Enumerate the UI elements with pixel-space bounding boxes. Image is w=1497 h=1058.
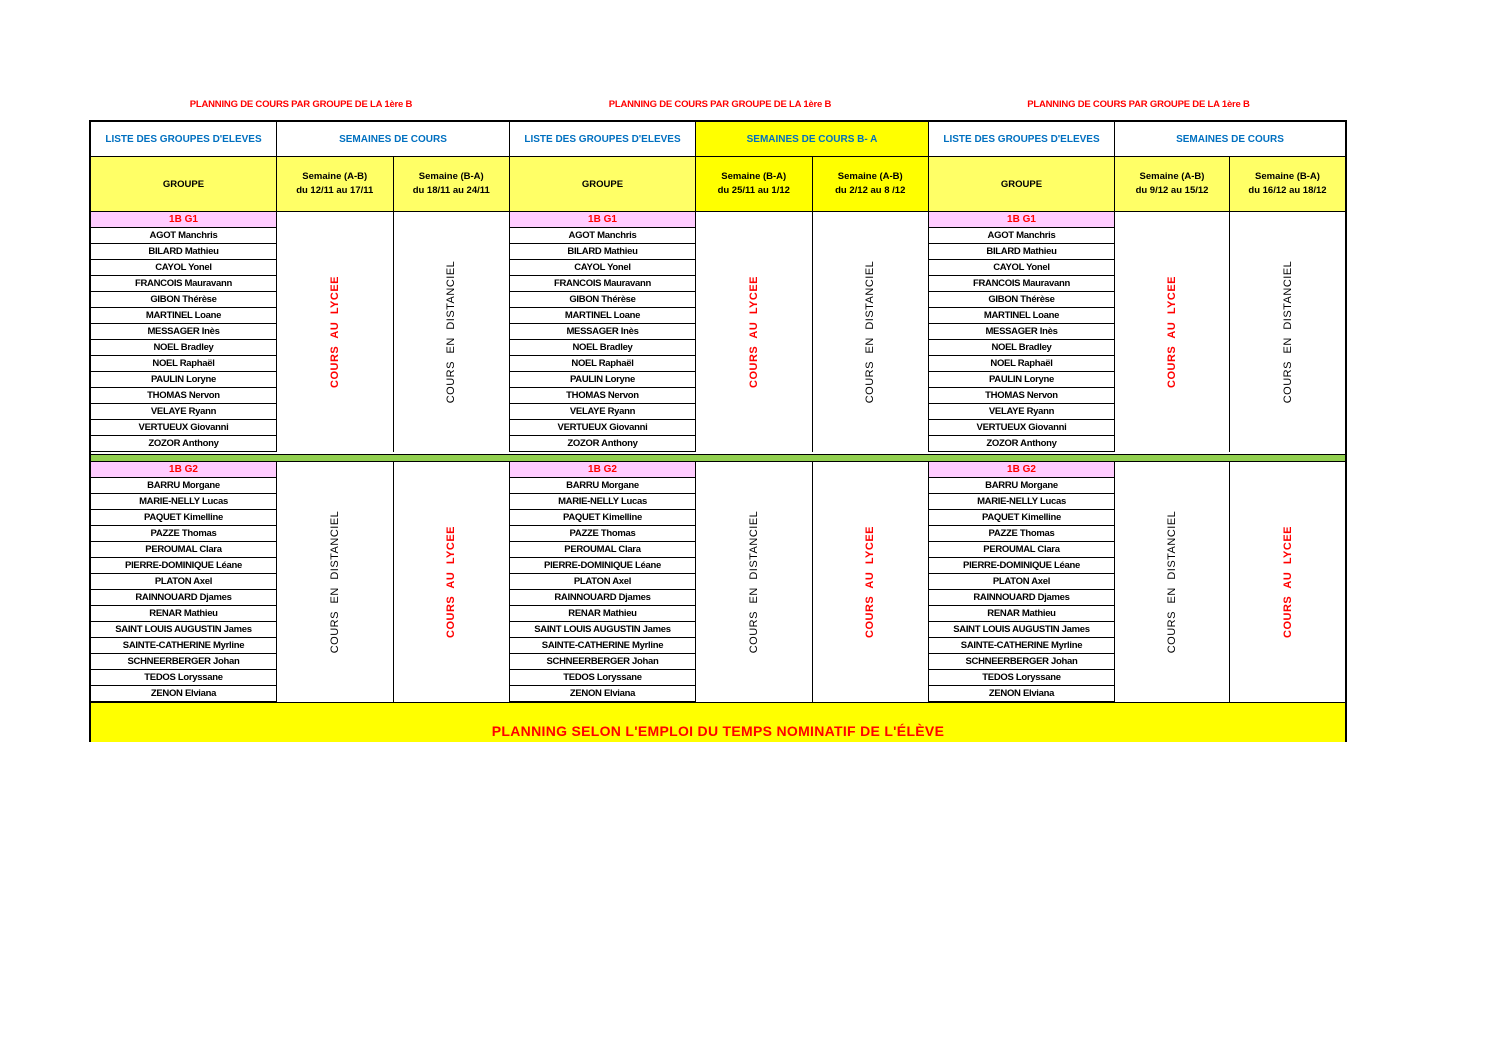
group-name: 1B G1: [929, 212, 1115, 228]
student-name: RENAR Mathieu: [929, 606, 1115, 622]
student-name: MARIE-NELLY Lucas: [929, 494, 1115, 510]
student-name: MESSAGER Inès: [510, 324, 696, 340]
group-column-header: GROUPE: [91, 157, 277, 212]
student-name: MESSAGER Inès: [929, 324, 1115, 340]
week-type: Semaine (A-B): [837, 171, 903, 182]
student-name: TEDOS Loryssane: [510, 670, 696, 686]
student-name: SCHNEERBERGER Johan: [510, 654, 696, 670]
week-header: [813, 157, 930, 212]
planning-sheet: [89, 120, 1347, 742]
student-name: PIERRE-DOMINIQUE Léane: [929, 558, 1115, 574]
student-name: PAQUET Kimelline: [510, 510, 696, 526]
student-name: VELAYE Ryann: [91, 404, 277, 420]
cours-en-distanciel-label: COURS EN DISTANCIEL: [1166, 510, 1178, 654]
cours-au-lycee-label: COURS AU LYCEE: [1281, 526, 1294, 638]
cours-en-distanciel-label: COURS EN DISTANCIEL: [1281, 260, 1294, 404]
student-name: PLATON Axel: [91, 574, 277, 590]
group-name: 1B G2: [91, 462, 277, 478]
student-name: SAINTE-CATHERINE Myrline: [510, 638, 696, 654]
student-name: VELAYE Ryann: [929, 404, 1115, 420]
student-name: SCHNEERBERGER Johan: [929, 654, 1115, 670]
student-name: PAQUET Kimelline: [91, 510, 277, 526]
week-type: Semaine (A-B): [302, 171, 368, 182]
student-name: PAZZE Thomas: [510, 526, 696, 542]
student-name: PAZZE Thomas: [929, 526, 1115, 542]
student-name: SAINT LOUIS AUGUSTIN James: [929, 622, 1115, 638]
page-title-1: PLANNING DE COURS PAR GROUPE DE LA 1ère B: [189, 99, 413, 110]
student-name: VERTUEUX Giovanni: [929, 420, 1115, 436]
student-name: ZENON Elviana: [929, 686, 1115, 702]
student-name: PLATON Axel: [929, 574, 1115, 590]
course-mode-cell: [696, 462, 813, 702]
student-name: MESSAGER Inès: [91, 324, 277, 340]
list-groups-header: LISTE DES GROUPES D'ELEVES: [929, 122, 1115, 157]
student-name: VERTUEUX Giovanni: [91, 420, 277, 436]
cours-en-distanciel-label: COURS EN DISTANCIEL: [445, 260, 458, 404]
student-name: NOEL Raphaël: [929, 356, 1115, 372]
student-name: NOEL Raphaël: [91, 356, 277, 372]
student-name: PAULIN Loryne: [510, 372, 696, 388]
week-type: Semaine (A-B): [1139, 171, 1205, 182]
student-name: TEDOS Loryssane: [929, 670, 1115, 686]
student-name: CAYOL Yonel: [91, 260, 277, 276]
student-name: THOMAS Nervon: [91, 388, 277, 404]
student-name: NOEL Bradley: [91, 340, 277, 356]
course-mode-cell: [1230, 462, 1345, 702]
group-name: 1B G2: [510, 462, 696, 478]
weeks-header: SEMAINES DE COURS: [1115, 122, 1345, 157]
student-name: THOMAS Nervon: [510, 388, 696, 404]
week-dates: du 12/11 au 17/11: [296, 185, 374, 196]
week-header: [394, 157, 511, 212]
page-title-2: PLANNING DE COURS PAR GROUPE DE LA 1ère B: [608, 99, 832, 110]
course-mode-cell: [1115, 462, 1230, 702]
student-name: BARRU Morgane: [91, 478, 277, 494]
student-name: FRANCOIS Mauravann: [510, 276, 696, 292]
course-mode-cell: [394, 462, 511, 702]
footer-banner: PLANNING SELON L'EMPLOI DU TEMPS NOMINATIF DE L'ÉLÈVE: [91, 702, 1345, 742]
student-name: GIBON Thérèse: [510, 292, 696, 308]
course-mode-cell: [696, 212, 813, 452]
week-type: Semaine (B-A): [418, 171, 484, 182]
student-name: ZENON Elviana: [510, 686, 696, 702]
student-name: VELAYE Ryann: [510, 404, 696, 420]
course-mode-cell: [813, 462, 930, 702]
group-name: 1B G1: [91, 212, 277, 228]
student-name: RAINNOUARD Djames: [91, 590, 277, 606]
student-name: FRANCOIS Mauravann: [929, 276, 1115, 292]
cours-en-distanciel-label: COURS EN DISTANCIEL: [864, 260, 877, 404]
student-name: SAINTE-CATHERINE Myrline: [929, 638, 1115, 654]
student-name: CAYOL Yonel: [510, 260, 696, 276]
list-groups-header: LISTE DES GROUPES D'ELEVES: [510, 122, 696, 157]
student-name: ZOZOR Anthony: [510, 436, 696, 452]
course-mode-cell: [277, 212, 394, 452]
student-name: SCHNEERBERGER Johan: [91, 654, 277, 670]
week-header: [277, 157, 394, 212]
student-name: FRANCOIS Mauravann: [91, 276, 277, 292]
student-name: AGOT Manchris: [510, 228, 696, 244]
student-name: PAULIN Loryne: [929, 372, 1115, 388]
weeks-header: SEMAINES DE COURS B- A: [696, 122, 929, 157]
student-name: MARTINEL Loane: [91, 308, 277, 324]
student-name: MARIE-NELLY Lucas: [510, 494, 696, 510]
student-name: CAYOL Yonel: [929, 260, 1115, 276]
student-name: BILARD Mathieu: [929, 244, 1115, 260]
student-name: RENAR Mathieu: [510, 606, 696, 622]
student-name: ZOZOR Anthony: [91, 436, 277, 452]
student-name: RAINNOUARD Djames: [929, 590, 1115, 606]
course-mode-cell: [813, 212, 930, 452]
student-name: NOEL Raphaël: [510, 356, 696, 372]
course-mode-cell: [277, 462, 394, 702]
student-name: PAQUET Kimelline: [929, 510, 1115, 526]
student-name: TEDOS Loryssane: [91, 670, 277, 686]
group-name: 1B G1: [510, 212, 696, 228]
group-separator: [91, 454, 1345, 462]
student-name: PLATON Axel: [510, 574, 696, 590]
student-name: BILARD Mathieu: [91, 244, 277, 260]
week-dates: du 16/12 au 18/12: [1248, 185, 1327, 196]
student-name: VERTUEUX Giovanni: [510, 420, 696, 436]
week-header: [696, 157, 813, 212]
student-name: MARTINEL Loane: [929, 308, 1115, 324]
course-mode-cell: [1115, 212, 1230, 452]
week-dates: du 9/12 au 15/12: [1135, 185, 1209, 196]
week-dates: du 25/11 au 1/12: [717, 185, 790, 196]
group-column-header: GROUPE: [510, 157, 696, 212]
student-name: BARRU Morgane: [929, 478, 1115, 494]
student-name: SAINT LOUIS AUGUSTIN James: [91, 622, 277, 638]
student-name: SAINT LOUIS AUGUSTIN James: [510, 622, 696, 638]
cours-au-lycee-label: COURS AU LYCEE: [864, 526, 877, 638]
week-type: Semaine (B-A): [721, 171, 787, 182]
course-mode-cell: [394, 212, 511, 452]
list-groups-header: LISTE DES GROUPES D'ELEVES: [91, 122, 277, 157]
student-name: GIBON Thérèse: [929, 292, 1115, 308]
student-name: NOEL Bradley: [929, 340, 1115, 356]
week-dates: du 18/11 au 24/11: [412, 185, 490, 196]
student-name: ZOZOR Anthony: [929, 436, 1115, 452]
student-name: AGOT Manchris: [929, 228, 1115, 244]
student-name: RENAR Mathieu: [91, 606, 277, 622]
student-name: PIERRE-DOMINIQUE Léane: [510, 558, 696, 574]
week-type: Semaine (B-A): [1255, 171, 1320, 182]
group-column-header: GROUPE: [929, 157, 1115, 212]
page-title-3: PLANNING DE COURS PAR GROUPE DE LA 1ère B: [1027, 99, 1250, 110]
student-name: MARIE-NELLY Lucas: [91, 494, 277, 510]
student-name: PIERRE-DOMINIQUE Léane: [91, 558, 277, 574]
student-name: MARTINEL Loane: [510, 308, 696, 324]
group-name: 1B G2: [929, 462, 1115, 478]
student-name: RAINNOUARD Djames: [510, 590, 696, 606]
student-name: THOMAS Nervon: [929, 388, 1115, 404]
week-header: [1115, 157, 1230, 212]
student-name: PEROUMAL Clara: [510, 542, 696, 558]
student-name: SAINTE-CATHERINE Myrline: [91, 638, 277, 654]
student-name: NOEL Bradley: [510, 340, 696, 356]
cours-au-lycee-label: COURS AU LYCEE: [328, 276, 341, 388]
week-dates: du 2/12 au 8 /12: [835, 185, 906, 196]
student-name: PEROUMAL Clara: [91, 542, 277, 558]
cours-en-distanciel-label: COURS EN DISTANCIEL: [747, 510, 760, 654]
weeks-header: SEMAINES DE COURS: [277, 122, 510, 157]
student-name: GIBON Thérèse: [91, 292, 277, 308]
student-name: PEROUMAL Clara: [929, 542, 1115, 558]
student-name: PAZZE Thomas: [91, 526, 277, 542]
student-name: ZENON Elviana: [91, 686, 277, 702]
student-name: AGOT Manchris: [91, 228, 277, 244]
week-header: [1230, 157, 1345, 212]
cours-au-lycee-label: COURS AU LYCEE: [445, 526, 458, 638]
student-name: BARRU Morgane: [510, 478, 696, 494]
course-mode-cell: [1230, 212, 1345, 452]
cours-en-distanciel-label: COURS EN DISTANCIEL: [328, 510, 341, 654]
cours-au-lycee-label: COURS AU LYCEE: [1166, 276, 1178, 388]
student-name: BILARD Mathieu: [510, 244, 696, 260]
cours-au-lycee-label: COURS AU LYCEE: [747, 276, 760, 388]
student-name: PAULIN Loryne: [91, 372, 277, 388]
